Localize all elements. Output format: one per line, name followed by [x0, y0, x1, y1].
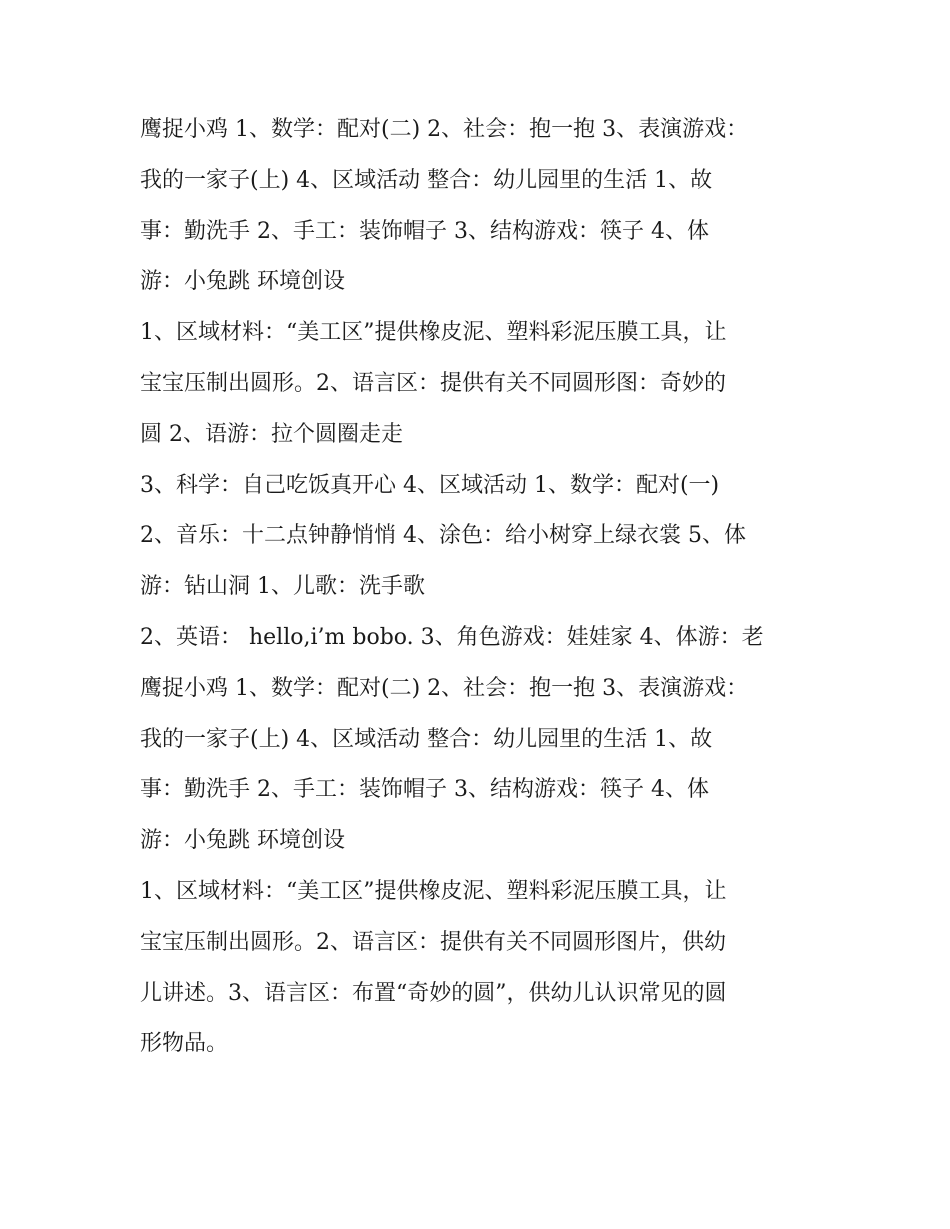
text-line: 1、区域材料：“美工区”提供橡皮泥、塑料彩泥压膜工具，让 [140, 320, 727, 346]
text-line: 圆 2、语游：拉个圆圈走走 [140, 421, 403, 447]
text-line: 宝宝压制出圆形。2、语言区：提供有关不同圆形图片，供幼 [140, 929, 726, 955]
text-line: 游：钻山洞 1、儿歌：洗手歌 [140, 574, 425, 600]
text-line: 我的一家子(上) 4、区域活动 整合：幼儿园里的生活 1、故 [140, 726, 713, 752]
text-line: 宝宝压制出圆形。2、语言区：提供有关不同圆形图：奇妙的 [140, 370, 726, 396]
text-line: 儿讲述。3、语言区：布置“奇妙的圆”，供幼儿认识常见的圆 [140, 980, 727, 1006]
text-line: 我的一家子(上) 4、区域活动 整合：幼儿园里的生活 1、故 [140, 167, 713, 193]
text-line: 1、区域材料：“美工区”提供橡皮泥、塑料彩泥压膜工具，让 [140, 878, 727, 904]
document-body [140, 105, 830, 1070]
text-line: 2、英语： hello,i’m bobo. 3、角色游戏：娃娃家 4、体游：老 [140, 624, 764, 650]
text-line: 事：勤洗手 2、手工：装饰帽子 3、结构游戏：筷子 4、体 [140, 218, 709, 244]
text-line: 游：小兔跳 环境创设 [140, 269, 345, 295]
text-line: 3、科学：自己吃饭真开心 4、区域活动 1、数学：配对(一) [140, 472, 720, 498]
text-line: 游：小兔跳 环境创设 [140, 828, 345, 854]
text-line: 2、音乐：十二点钟静悄悄 4、涂色：给小树穿上绿衣裳 5、体 [140, 523, 746, 549]
text-line: 鹰捉小鸡 1、数学：配对(二) 2、社会：抱一抱 3、表演游戏： [140, 117, 749, 142]
text-line: 鹰捉小鸡 1、数学：配对(二) 2、社会：抱一抱 3、表演游戏： [140, 675, 749, 701]
text-line: 形物品。 [140, 1031, 229, 1057]
text-line: 事：勤洗手 2、手工：装饰帽子 3、结构游戏：筷子 4、体 [140, 777, 709, 803]
